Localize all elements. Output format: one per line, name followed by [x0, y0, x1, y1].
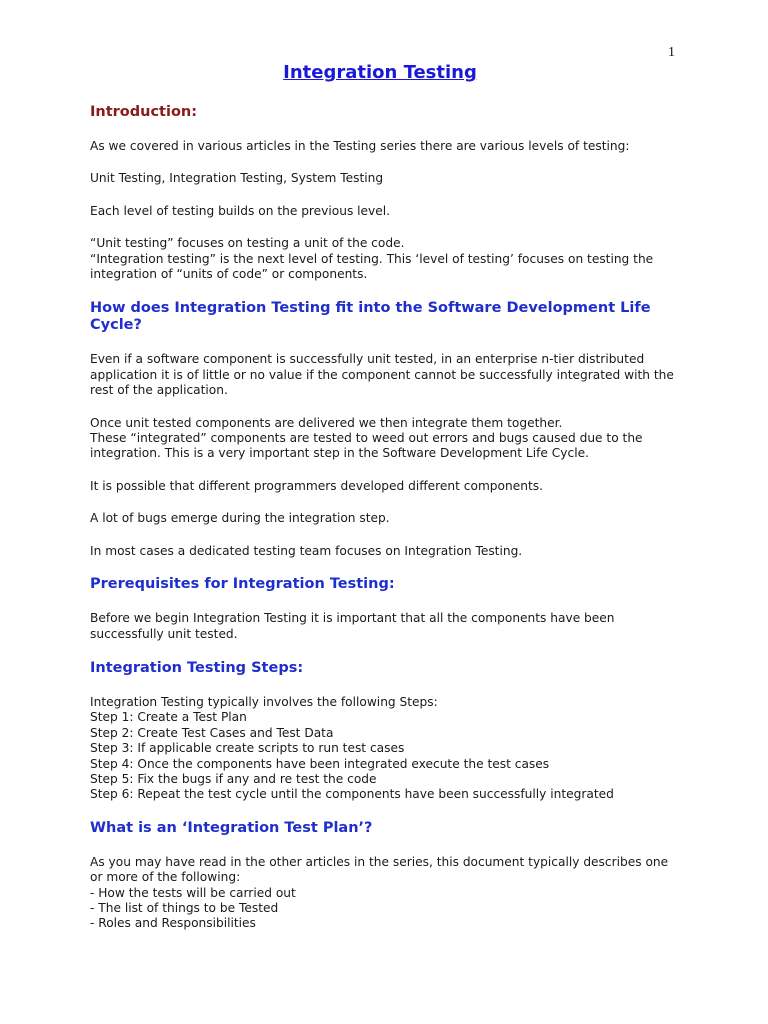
- heading-steps: Integration Testing Steps:: [90, 659, 304, 676]
- sdlc-paragraph-5: In most cases a dedicated testing team focuses on Integration Testing.: [90, 543, 523, 558]
- heading-prerequisites: Prerequisites for Integration Testing:: [90, 576, 395, 593]
- step-item-6: Step 6: Repeat the test cycle until the components have been successfully integrated: [90, 787, 614, 802]
- intro-paragraph-4-line-2: “Integration testing” is the next level of testing. This ‘level of testing’ focuses on testing the integration of “units of code” or components.: [90, 251, 654, 282]
- steps-list: [90, 710, 680, 802]
- step-item-5: Step 5: Fix the bugs if any and re test the code: [90, 771, 377, 786]
- intro-paragraph-2: Unit Testing, Integration Testing, System Testing: [90, 171, 384, 186]
- test-plan-item-3: - Roles and Responsibilities: [90, 916, 256, 931]
- heading-test-plan: What is an ‘Integration Test Plan’?: [90, 819, 373, 836]
- page-number: 1: [668, 45, 675, 60]
- sdlc-paragraph-1: Even if a software component is successfully unit tested, in an enterprise n-tier distributed application it is of little or no value if the component cannot be successfully integrated with the rest of the application.: [90, 352, 674, 398]
- test-plan-item-2: - The list of things to be Tested: [90, 900, 279, 915]
- prerequisites-paragraph-1: Before we begin Integration Testing it is important that all the components have been successfully unit tested.: [90, 611, 615, 641]
- sdlc-paragraph-2-line-2: These “integrated” components are tested to weed out errors and bugs caused due to the integration. This is a very important step in the Software Development Life Cycle.: [90, 431, 643, 461]
- intro-paragraph-1: As we covered in various articles in the Testing series there are various levels of testing:: [90, 139, 630, 153]
- test-plan-item-1: - How the tests will be carried out: [90, 885, 296, 900]
- test-plan-paragraph-1: As you may have read in the other articles in the series, this document typically describes one or more of the following:: [90, 854, 669, 885]
- document-body: [90, 104, 680, 932]
- step-item-2: Step 2: Create Test Cases and Test Data: [90, 725, 334, 740]
- step-item-3: Step 3: If applicable create scripts to run test cases: [90, 741, 405, 756]
- sdlc-paragraph-3: It is possible that different programmers developed different components.: [90, 478, 543, 493]
- steps-intro: Integration Testing typically involves the following Steps:: [90, 694, 438, 709]
- intro-paragraph-3: Each level of testing builds on the previous level.: [90, 203, 391, 218]
- test-plan-list: [90, 886, 680, 932]
- sdlc-paragraph-2-line-1: Once unit tested components are delivered we then integrate them together.: [90, 415, 563, 430]
- sdlc-paragraph-4: A lot of bugs emerge during the integration step.: [90, 511, 390, 526]
- document-title: Integration Testing: [283, 62, 477, 83]
- step-item-4: Step 4: Once the components have been integrated execute the test cases: [90, 756, 550, 771]
- intro-paragraph-4-line-1: “Unit testing” focuses on testing a unit of the code.: [90, 236, 405, 251]
- heading-sdlc: How does Integration Testing fit into the Software Development Life Cycle?: [90, 300, 651, 334]
- heading-introduction: Introduction:: [90, 104, 198, 120]
- step-item-1: Step 1: Create a Test Plan: [90, 710, 247, 725]
